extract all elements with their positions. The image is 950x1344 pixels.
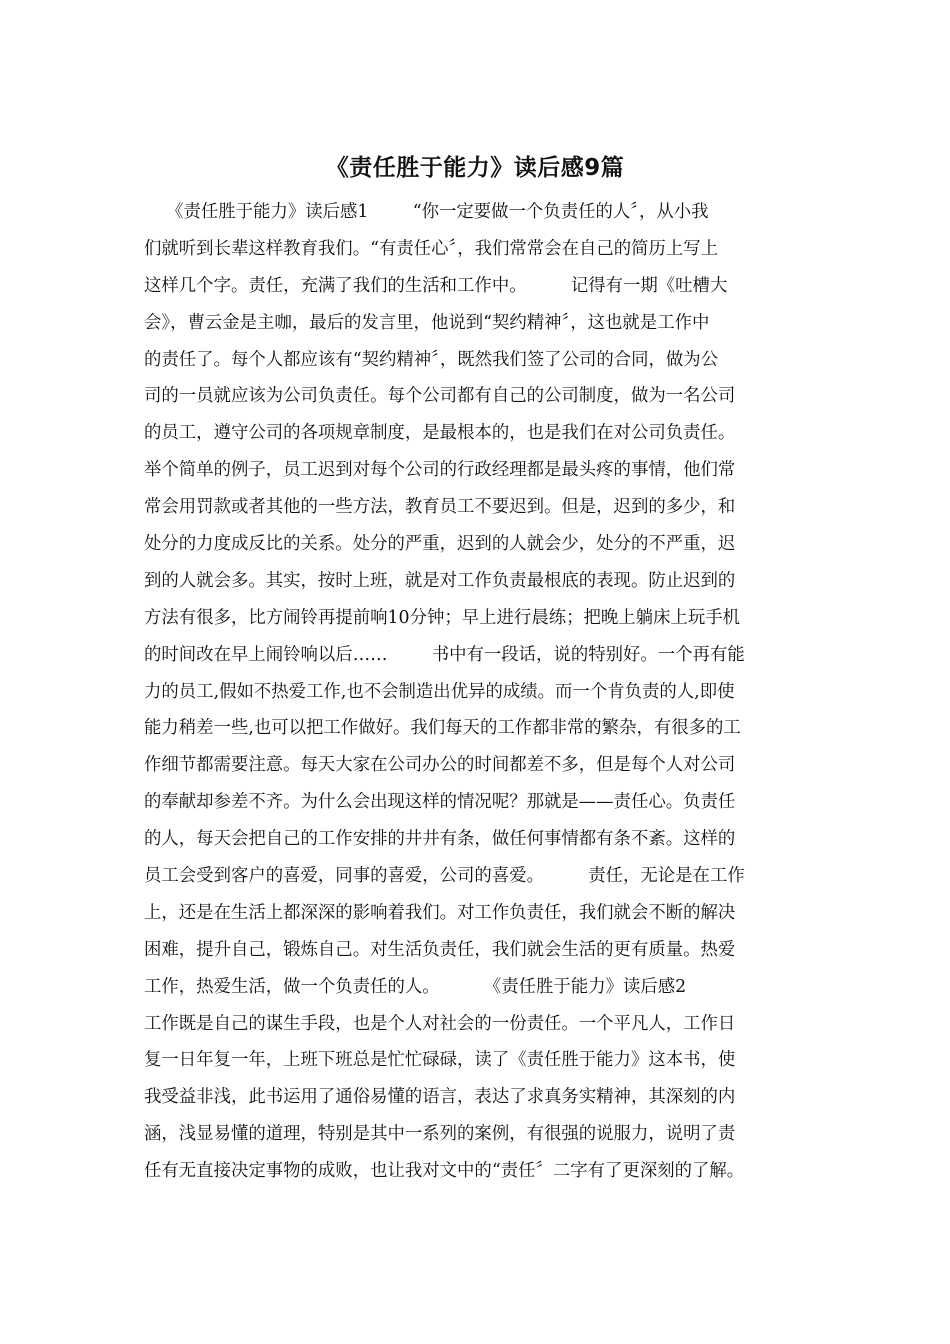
body-line: 力的员工,假如不热爱工作,也不会制造出优异的成绩。而一个肯负责的人,即使 <box>144 681 735 702</box>
body-line: 工作既是自己的谋生手段，也是个人对社会的一份责任。一个平凡人，工作日 <box>144 1013 736 1034</box>
document-body <box>144 194 822 1190</box>
body-line: 到的人就会多。其实，按时上班，就是对工作负责最根底的表现。防止迟到的 <box>144 570 736 591</box>
body-line: 《责任胜于能力》读后感1 “你一定要做一个负责任的人〞，从小我 <box>144 202 709 222</box>
body-line: 任有无直接决定事物的成败，也让我对文中的“责任〞二字有了更深刻的了解。 <box>144 1161 745 1182</box>
body-line: 的时间改在早上闹铃响以后…… 书中有一段话，说的特别好。一个再有能 <box>144 644 745 665</box>
body-line: 常会用罚款或者其他的一些方法，教育员工不要迟到。但是，迟到的多少，和 <box>144 497 736 518</box>
body-line: 涵，浅显易懂的道理，特别是其中一系列的案例，有很强的说服力，说明了责 <box>144 1124 736 1145</box>
body-line: 困难，提升自己，锻炼自己。对生活负责任，我们就会生活的更有质量。热爱 <box>144 939 736 960</box>
body-line: 能力稍差一些,也可以把工作做好。我们每天的工作都非常的繁杂，有很多的工 <box>144 718 741 739</box>
body-line: 复一日年复一年，上班下班总是忙忙碌碌，读了《责任胜于能力》这本书，使 <box>144 1050 736 1071</box>
body-line: 员工会受到客户的喜爱，同事的喜爱，公司的喜爱。 责任，无论是在工作 <box>144 866 745 887</box>
body-line: 们就听到长辈这样教育我们。“有责任心〞，我们常常会在自己的简历上写上 <box>144 238 719 259</box>
body-line: 上，还是在生活上都深深的影响着我们。对工作负责任，我们就会不断的解决 <box>144 902 736 923</box>
body-line: 工作，热爱生活，做一个负责任的人。 《责任胜于能力》读后感2 <box>144 976 687 997</box>
body-line: 作细节都需要注意。每天大家在公司办公的时间都差不多，但是每个人对公司 <box>144 755 736 776</box>
body-line: 的员工，遵守公司的各项规章制度，是最根本的，也是我们在对公司负责任。 <box>144 423 736 444</box>
body-line: 的责任了。每个人都应该有“契约精神〞，既然我们签了公司的合同，做为公 <box>144 349 719 370</box>
body-line: 的人，每天会把自己的工作安排的井井有条，做任何事情都有条不紊。这样的 <box>144 829 736 850</box>
body-line: 这样几个字。责任，充满了我们的生活和工作中。 记得有一期《吐槽大 <box>144 275 728 296</box>
body-line: 我受益非浅，此书运用了通俗易懂的语言，表达了求真务实精神，其深刻的内 <box>144 1087 736 1108</box>
body-line: 司的一员就应该为公司负责任。每个公司都有自己的公司制度，做为一名公司 <box>144 386 736 407</box>
body-line: 会》，曹云金是主咖，最后的发言里，他说到“契约精神〞，这也就是工作中 <box>144 312 710 333</box>
body-line: 处分的力度成反比的关系。处分的严重，迟到的人就会少，处分的不严重，迟 <box>144 534 736 555</box>
body-line: 的奉献却参差不齐。为什么会出现这样的情况呢？那就是——责任心。负责任 <box>144 792 736 813</box>
body-line: 方法有很多，比方闹铃再提前响10分钟；早上进行晨练；把晚上躺床上玩手机 <box>144 607 741 628</box>
body-line: 举个简单的例子，员工迟到对每个公司的行政经理都是最头疼的事情，他们常 <box>144 460 736 481</box>
document-title: 《责任胜于能力》读后感9篇 <box>325 155 625 181</box>
